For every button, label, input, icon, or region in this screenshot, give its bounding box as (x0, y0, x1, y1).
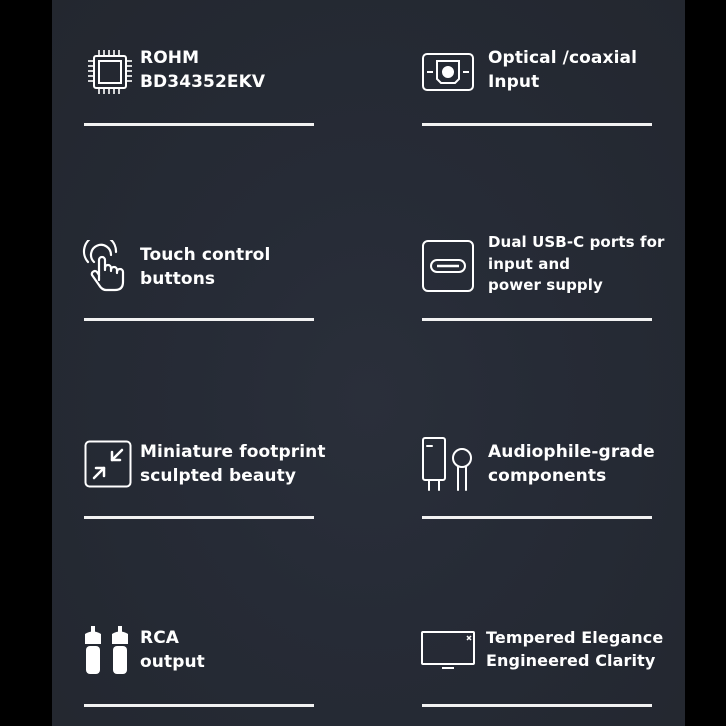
feature-components (420, 436, 655, 526)
feature-glass-line-1: Tempered Elegance (486, 628, 664, 647)
feature-usbc-line-3: power supply (488, 276, 603, 294)
feature-mini-text (140, 440, 326, 488)
feature-usbc (422, 232, 665, 322)
feature-optical-text (488, 46, 637, 94)
feature-mini-line-2: sculpted beauty (140, 466, 297, 486)
divider-optical (422, 123, 652, 126)
rca-plugs-icon (82, 626, 132, 678)
feature-optical-line-2: Input (488, 72, 540, 92)
touch-hand-icon (82, 240, 134, 292)
divider-mini (84, 516, 314, 519)
divider-usbc (422, 318, 652, 321)
feature-optical-line-1: Optical /coaxial (488, 48, 637, 68)
feature-components-text (488, 440, 655, 488)
capacitor-components-icon (420, 436, 476, 492)
feature-usbc-line-2: input and (488, 254, 571, 273)
divider-glass (422, 704, 652, 707)
feature-usbc-text (488, 232, 664, 297)
feature-panel (52, 0, 685, 726)
optical-coaxial-port-icon (422, 46, 474, 98)
compress-arrows-icon (84, 440, 132, 488)
chip-icon (84, 46, 136, 98)
feature-glass-text (486, 626, 663, 672)
feature-components-line-1: Audiophile-grade (488, 442, 655, 462)
feature-touch (82, 240, 314, 330)
feature-rca-line-2: output (140, 652, 205, 672)
divider-chip (84, 123, 314, 126)
feature-touch-line-2: buttons (140, 269, 216, 289)
divider-components (422, 516, 652, 519)
divider-rca (84, 704, 314, 707)
feature-chip-line-1: ROHM (140, 48, 200, 68)
feature-chip-line-2: BD34352EKV (140, 72, 266, 92)
feature-rca (82, 626, 314, 716)
feature-touch-text (140, 243, 270, 291)
feature-touch-line-1: Touch control (140, 245, 271, 265)
feature-mini-line-1: Miniature footprint (140, 442, 326, 462)
feature-rca-text (140, 626, 205, 674)
feature-rca-line-1: RCA (140, 628, 180, 648)
feature-chip (84, 44, 316, 134)
feature-glass-line-2: Engineered Clarity (486, 651, 656, 670)
usb-c-port-icon (422, 240, 474, 292)
divider-touch (84, 318, 314, 321)
tempered-glass-panel-icon (420, 628, 476, 672)
feature-usbc-line-1: Dual USB-C ports for (488, 233, 665, 251)
feature-glass (420, 626, 664, 716)
feature-components-line-2: components (488, 466, 607, 486)
feature-chip-text (140, 46, 265, 94)
